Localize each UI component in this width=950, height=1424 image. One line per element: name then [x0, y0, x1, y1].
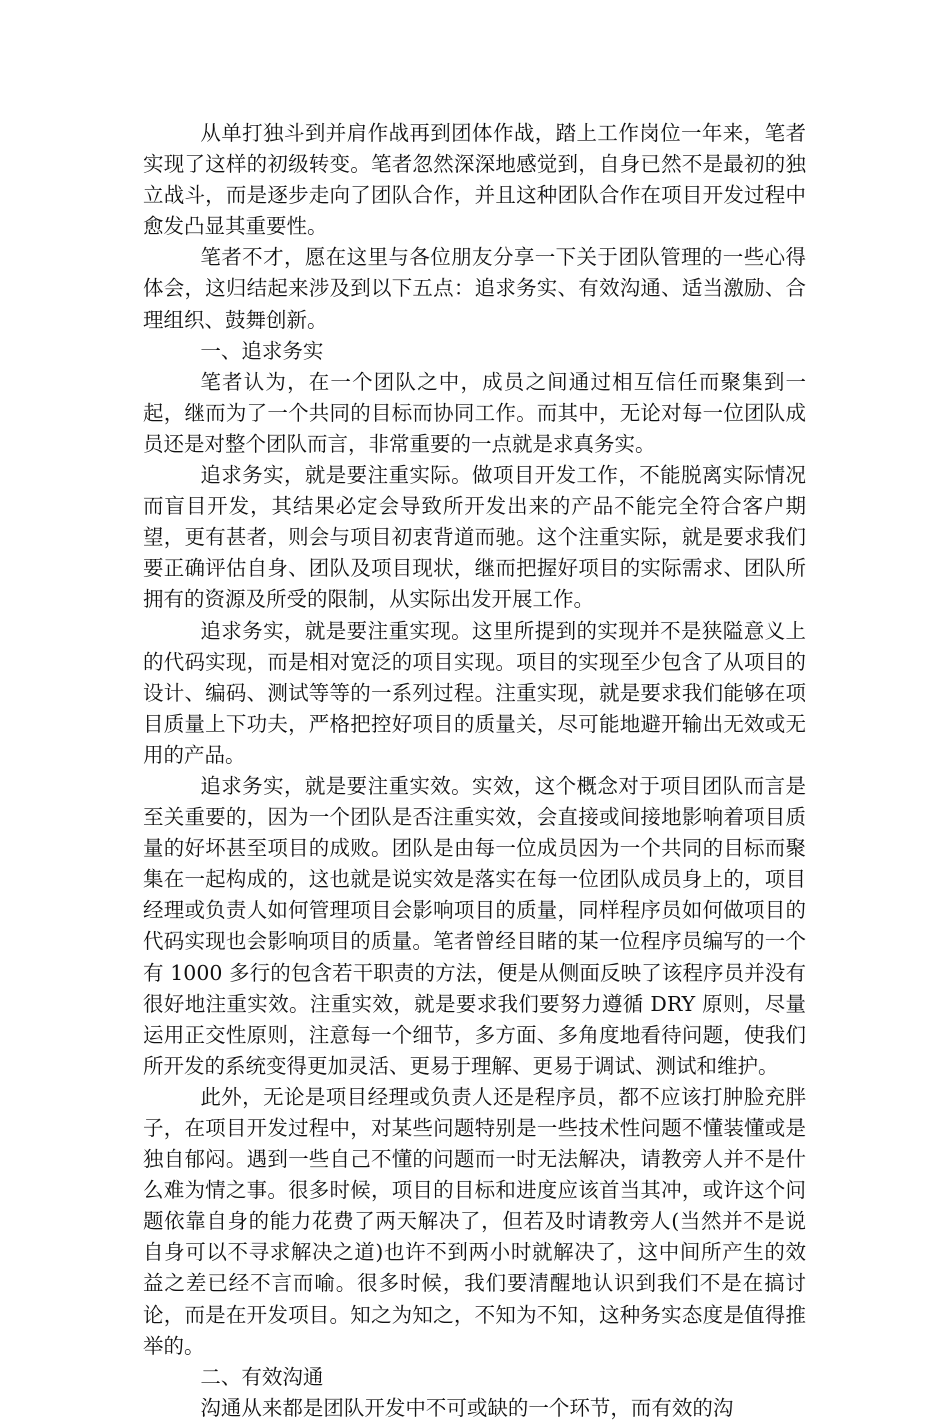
paragraph-communication: 沟通从来都是团队开发中不可或缺的一个环节，而有效的沟 — [200, 1395, 734, 1420]
paragraph-summary: 笔者不才，愿在这里与各位朋友分享一下关于团队管理的一些心得体会，这归结起来涉及到以下五点：追求务实、有效沟通、适当激励、合理组织、鼓舞创新。 — [143, 245, 806, 332]
section-heading-1: 一、追求务实 — [200, 338, 324, 363]
paragraph-implementation: 追求务实，就是要注重实现。这里所提到的实现并不是狭隘意义上的代码实现，而是相对宽泛的项目实现。项目的实现至少包含了从项目的设计、编码、测试等等的一系列过程。注重实现，就是要求我们能够在项目质量上下功夫，严格把控好项目的质量关，尽可能地避开输出无效或无用的产品。 — [143, 618, 806, 767]
paragraph-effectiveness: 追求务实，就是要注重实效。实效，这个概念对于项目团队而言是至关重要的，因为一个团队是否注重实效，会直接或间接地影响着项目质量的好坏甚至项目的成败。团队是由每一位成员因为一个共同的目标而聚集在一起构成的，这也就是说实效是落实在每一位团队成员身上的，项目经理或负责人如何管理项目会影响项目的质量，同样程序员如何做项目的代码实现也会影响项目的质量。笔者曾经目睹的某一位程序员编写的一个有 1000 多行的包含若干职责的方法，便是从侧面反映了该程序员并没有很好地注重实效。注重实效，就是要求我们要努力遵循 DRY 原则，尽量运用正交性原则，注意每一个细节，多方面、多角度地看待问题，使我们所开发的系统变得更加灵活、更易于理解、更易于调试、测试和维护。 — [143, 773, 806, 1078]
document-body — [143, 118, 806, 1424]
section-heading-2: 二、有效沟通 — [200, 1364, 324, 1389]
paragraph-section1-intro: 笔者认为，在一个团队之中，成员之间通过相互信任而聚集到一起，继而为了一个共同的目标而协同工作。而其中，无论对每一位团队成员还是对整个团队而言，非常重要的一点就是求真务实。 — [143, 369, 806, 456]
paragraph-additionally: 此外，无论是项目经理或负责人还是程序员，都不应该打肿脸充胖子，在项目开发过程中，对某些问题特别是一些技术性问题不懂装懂或是独自郁闷。遇到一些自己不懂的问题而一时无法解决，请教旁人并不是什么难为情之事。很多时候，项目的目标和进度应该首当其冲，或许这个问题依靠自身的能力花费了两天解决了，但若及时请教旁人(当然并不是说自身可以不寻求解决之道)也许不到两小时就解决了，这中间所产生的效益之差已经不言而喻。很多时候，我们要清醒地认识到我们不是在搞讨论，而是在开发项目。知之为知之，不知为不知，这种务实态度是值得推举的。 — [143, 1084, 806, 1358]
paragraph-practical: 追求务实，就是要注重实际。做项目开发工作，不能脱离实际情况而盲目开发，其结果必定会导致所开发出来的产品不能完全符合客户期望，更有甚者，则会与项目初衷背道而驰。这个注重实际，就是要求我们要正确评估自身、团队及项目现状，继而把握好项目的实际需求、团队所拥有的资源及所受的限制，从实际出发开展工作。 — [143, 463, 806, 612]
paragraph-intro: 从单打独斗到并肩作战再到团体作战，踏上工作岗位一年来，笔者实现了这样的初级转变。笔者忽然深深地感觉到，自身已然不是最初的独立战斗，而是逐步走向了团队合作，并且这种团队合作在项目开发过程中愈发凸显其重要性。 — [143, 121, 806, 239]
